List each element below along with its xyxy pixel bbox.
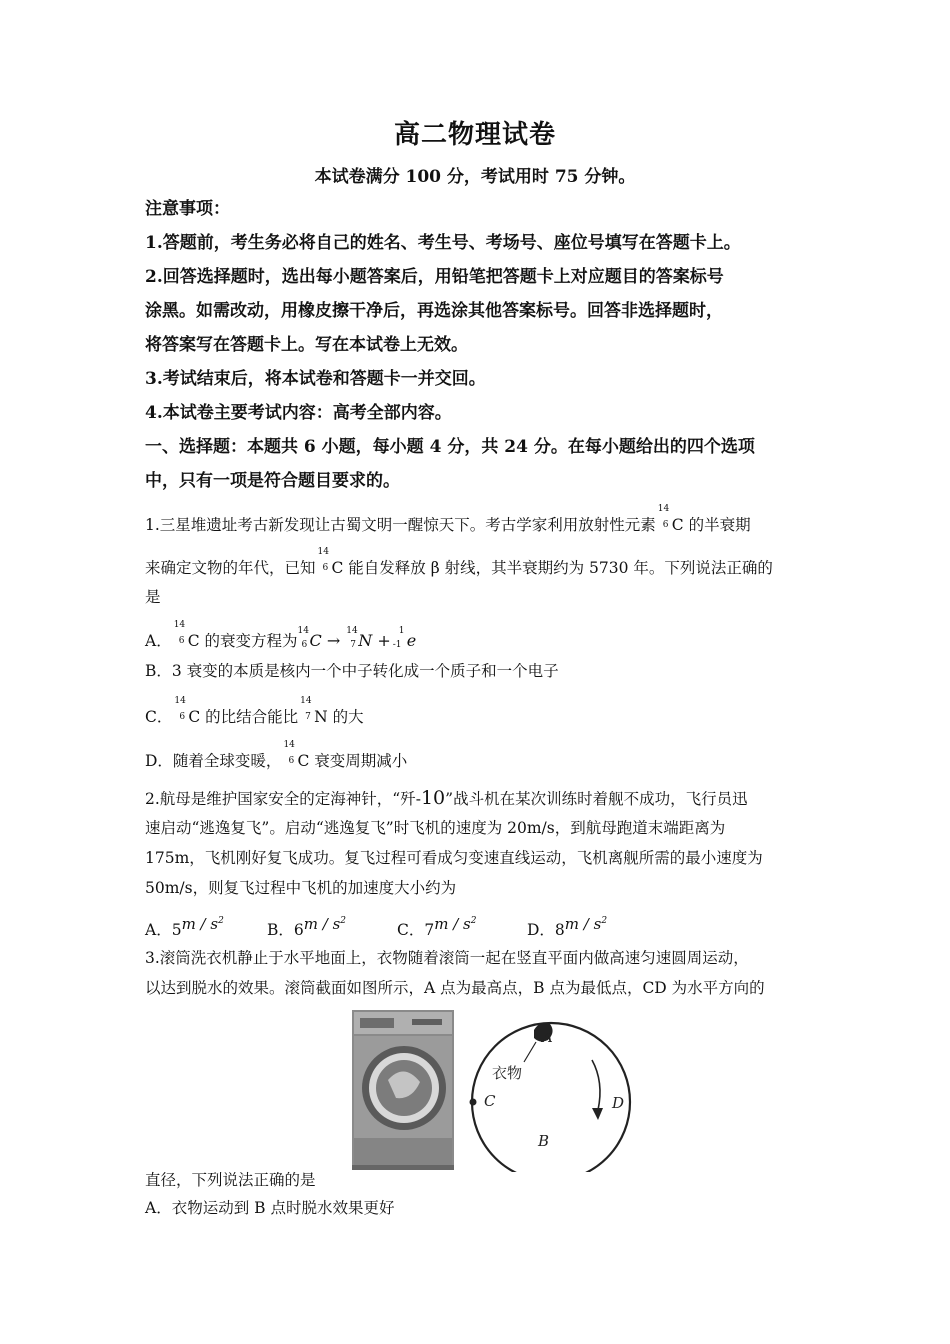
label-a: A: [542, 1028, 553, 1046]
drum-diagram: [470, 1023, 631, 1172]
q1-line-1: 1.三星堆遗址考古新发现让古蜀文明一醒惊天下。考古学家利用放射性元素 14 6 C 的半衰期: [145, 504, 751, 534]
q2-option-d: D．$8m / s^2$: [527, 915, 608, 939]
q3-line-1: 3.滚筒洗衣机静止于水平地面上，衣物随着滚筒一起在竖直平面内做高速匀速圆周运动，: [145, 949, 749, 967]
label-d: D: [612, 1094, 625, 1112]
section-1-line-2: 中，只有一项是符合题目要求的。: [145, 471, 400, 491]
notice-heading: 注意事项：: [145, 199, 230, 219]
isotope-c14: 14 6: [283, 740, 295, 766]
notice-item-3: 3.考试结束后，将本试卷和答题卡一并交回。: [145, 369, 486, 389]
isotope-c14: 14 6: [317, 547, 329, 573]
q2-option-c: C．$7m / s^2$: [397, 915, 477, 939]
q1-line-2: 来确定文物的年代，已知 14 6 C 能自发释放 β 射线，其半衰期约为 5730 年。下列说法正确的: [145, 547, 773, 577]
notice-item-4: 4.本试卷主要考试内容：高考全部内容。: [145, 403, 452, 423]
q1-option-d: D．随着全球变暖， 14 6 C 衰变周期减小: [145, 740, 408, 770]
rotation-arrow: [592, 1060, 600, 1110]
q3-line-2: 以达到脱水的效果。滚筒截面如图所示，A 点为最高点，B 点为最低点，CD 为水平方向的: [145, 979, 765, 997]
q2-option-a: A．$5m / s^2$: [145, 915, 224, 939]
rotation-arrowhead: [592, 1108, 603, 1120]
q2-line-4: 50m/s，则复飞过程中飞机的加速度大小约为: [145, 879, 457, 897]
point-c-dot: [470, 1099, 477, 1106]
q1-option-a: A． 14 6 C 的衰变方程为 14 6 C → 14 7 N + 1 -1 e: [145, 620, 417, 650]
isotope-c14: 14 6: [657, 504, 670, 530]
notice-item-2-line-3: 将答案写在答题卡上。写在本试卷上无效。: [145, 335, 468, 355]
page-title: 高二物理试卷: [393, 120, 556, 150]
q2-line-3: 175m，飞机刚好复飞成功。复飞过程可看成匀变速直线运动，飞机离舰所需的最小速度为: [145, 849, 763, 867]
notice-item-2-line-2: 涂黑。如需改动，用橡皮擦干净后，再选涂其他答案标号。回答非选择题时，: [145, 301, 723, 321]
label-c: C: [484, 1092, 496, 1110]
isotope-n14: 14 7: [300, 696, 312, 722]
q2-line-2: 速启动“逃逸复飞”。启动“逃逸复飞”时飞机的速度为 20m/s，到航母跑道末端距离为: [145, 819, 726, 837]
q3-option-a: A．衣物运动到 B 点时脱水效果更好: [145, 1199, 395, 1217]
isotope-c14: 14 6: [174, 696, 186, 722]
q2-option-b: B．$6m / s^2$: [267, 915, 347, 939]
label-b: B: [538, 1132, 550, 1150]
clothes-pointer: [524, 1042, 536, 1062]
q1-option-c: C． 14 6 C 的比结合能比 14 7 N 的大: [145, 696, 364, 726]
notice-item-2-line-1: 2.回答选择题时，选出每小题答案后，用铅笔把答题卡上对应题目的答案标号: [145, 267, 724, 287]
q1-line-3: 是: [145, 588, 161, 606]
q1-option-b: B．3 衰变的本质是核内一个中子转化成一个质子和一个电子: [145, 662, 559, 680]
page-subtitle: 本试卷满分 100 分，考试用时 75 分钟。: [314, 167, 636, 187]
figure-svg: [352, 1010, 635, 1172]
section-1-line-1: 一、选择题：本题共 6 小题，每小题 4 分，共 24 分。在每小题给出的四个选项: [145, 437, 755, 457]
notice-item-1: 1.答题前，考生务必将自己的姓名、考生号、考场号、座位号填写在答题卡上。: [145, 233, 741, 253]
q3-line-3: 直径，下列说法正确的是: [145, 1171, 316, 1189]
washing-machine-photo: [352, 1010, 454, 1170]
washing-machine-figure: [352, 1010, 635, 1172]
label-clothes: 衣物: [492, 1064, 523, 1082]
q2-line-1: 2.航母是维护国家安全的定海神针，“歼-10”战斗机在某次训练时着舰不成功，飞行员迅: [145, 787, 748, 809]
isotope-c14: 14 6: [173, 620, 186, 646]
